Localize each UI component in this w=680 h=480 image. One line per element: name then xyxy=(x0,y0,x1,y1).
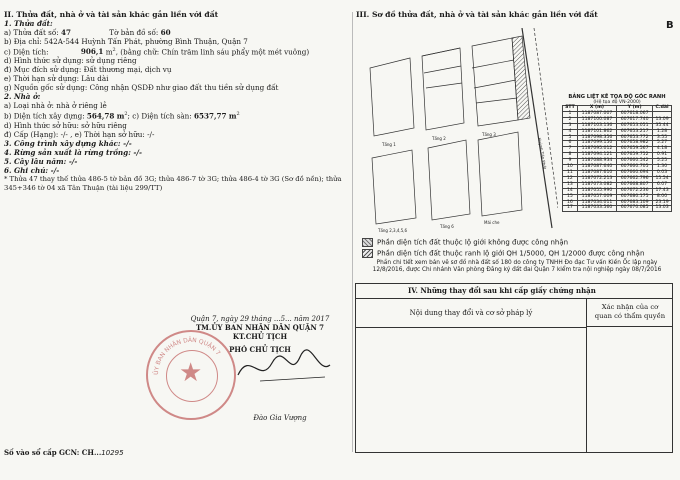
coord-cell: 607653.772 xyxy=(617,135,653,141)
legend-item-1 xyxy=(362,238,672,247)
house-ownership: d) Hình thức sở hữu: sở hữu riêng xyxy=(4,120,127,130)
confirm-line-2: quan có thẩm quyền xyxy=(594,312,666,320)
note-line-1: * Thửa 47 thay thế thửa 486-5 tờ bản đồ 3G; thửa 486-7 tờ 3G; thửa 486-4 tờ 3G (Sơ đồ nền); thửa xyxy=(4,174,342,183)
handwritten-signature xyxy=(230,345,340,390)
coord-cell: 1187088.934 xyxy=(577,159,616,165)
coord-col-header: C.dài xyxy=(653,106,672,112)
coord-cell: 17 xyxy=(563,206,578,212)
usage-purpose: đ) Mục đích sử dụng: Đất thương mại, dịch vụ xyxy=(4,65,172,75)
coord-cell: 13 xyxy=(563,182,578,188)
plan-label-6: Tầng 6 xyxy=(440,224,454,229)
coord-cell: 23.19 xyxy=(653,200,672,206)
changes-table xyxy=(355,283,673,453)
floor-area-value: 6537,77 xyxy=(194,111,227,121)
coord-col-header: X (m) xyxy=(577,106,616,112)
coord-table-grid xyxy=(562,105,672,212)
note-line-2: 345+346 tờ 04 xã Tân Thuận (tài liệu 299/TT) xyxy=(4,183,163,192)
coord-cell: 5 xyxy=(563,135,578,141)
map-sheet-label: Tờ bản đồ số: xyxy=(109,28,159,37)
coord-cell: 1187087.640 xyxy=(577,165,616,171)
coord-cell: 1187103.136 xyxy=(577,123,616,129)
coord-cell: 607658.982 xyxy=(617,141,653,147)
footer-label: Số vào sổ cấp GCN: CH... xyxy=(4,448,102,457)
hatch-swatch-icon xyxy=(362,249,373,258)
coord-cell: 8 xyxy=(563,153,578,159)
section-6: 6. Ghi chú: -/- xyxy=(4,165,60,175)
coord-cell: 7 xyxy=(563,147,578,153)
seal-star-icon: ★ xyxy=(179,358,203,388)
plan-label-1: Tầng 1 xyxy=(382,142,396,147)
coord-cell: 607653.051 xyxy=(617,123,653,129)
sign-organization: TM.ỦY BAN NHÂN DÂN QUẬN 7 xyxy=(195,323,325,332)
coord-title: BẢNG LIỆT KÊ TỌA ĐỘ GÓC RANH xyxy=(568,94,666,100)
coord-cell: 1.30 xyxy=(653,165,672,171)
column-divider xyxy=(352,12,353,452)
floor-area-unit: m xyxy=(228,111,237,121)
coord-cell: 1187094.121 xyxy=(577,153,616,159)
coord-cell: 607659.752 xyxy=(617,153,653,159)
coord-cell: 607680.175 xyxy=(617,194,653,200)
house-heading: 2. Nhà ở: xyxy=(4,92,41,102)
house-type: a) Loại nhà ở: nhà ở riêng lẻ xyxy=(4,101,107,111)
coord-cell: 1187095.012 xyxy=(577,147,616,153)
coord-cell: 0.91 xyxy=(653,153,672,159)
seal-text: ỦY BAN NHÂN DÂN QUẬN 7 xyxy=(152,336,222,376)
confirm-line-1: Xác nhận của cơ xyxy=(601,303,659,311)
coord-cell: 1187055.990 xyxy=(577,188,616,194)
sign-place-date: Quận 7, ngày 29 tháng ...5... năm 2017 xyxy=(190,315,330,323)
plan-grid-lines xyxy=(422,48,462,88)
changes-col-confirm xyxy=(587,299,673,327)
coord-cell: 0.03 xyxy=(653,170,672,176)
coordinate-table xyxy=(562,94,672,212)
coord-cell: 1187034.011 xyxy=(577,200,616,206)
plan-label-8: Mái che xyxy=(484,220,500,225)
road-boundary xyxy=(534,28,558,208)
signer-name: Đào Gia Vượng xyxy=(253,414,307,422)
coord-cell: 1187100.087 xyxy=(577,117,616,123)
area-unit: m xyxy=(105,47,113,57)
coord-cell: 607653.217 xyxy=(617,129,653,135)
coord-cell: 6.07 xyxy=(653,182,672,188)
section-4: 4. Rừng sản xuất là rừng trồng: -/- xyxy=(4,147,142,157)
coord-cell: 15 xyxy=(563,194,578,200)
coord-cell: 12 xyxy=(563,176,578,182)
road-label: Huỳnh Tấn Phát xyxy=(537,137,548,170)
coord-cell: 1 xyxy=(563,111,578,117)
plan-floor-3 xyxy=(472,38,518,126)
coord-col-header: Y (m) xyxy=(617,106,653,112)
changes-title: IV. Những thay đổi sau khi cấp giấy chứng nhận xyxy=(356,284,672,299)
coord-cell: 607618.067 xyxy=(617,111,653,117)
footer-register-number xyxy=(4,448,124,457)
coord-subtitle: (Hệ tọa độ VN-2000) xyxy=(593,100,641,105)
land-plot-diagram xyxy=(362,28,558,238)
coord-cell: 1187098.356 xyxy=(577,135,616,141)
usage-term: e) Thời hạn sử dụng: Lâu dài xyxy=(4,74,109,84)
coord-cell: 3 xyxy=(563,123,578,129)
footer-number: 10295 xyxy=(101,449,124,457)
coord-cell: 8.00 xyxy=(653,194,672,200)
coord-col-header: STT xyxy=(563,106,578,112)
build-area-unit: m xyxy=(116,111,125,121)
coord-cell: 607617.740 xyxy=(617,117,653,123)
coord-cell: 1187057.009 xyxy=(577,194,616,200)
coord-cell: 607660.542 xyxy=(617,159,653,165)
house-area-row: b) Diện tích xây dựng: 564,78 $m^2$; c) Diện tích sàn: 6537,77 $m^2$ xyxy=(4,111,240,121)
plan-floor-1 xyxy=(370,58,414,136)
house-grade: đ) Cấp (Hạng): -/- , e) Thời hạn sở hữu: -/- xyxy=(4,129,155,139)
coord-cell: 607662.796 xyxy=(617,176,653,182)
coord-cell: 6 xyxy=(563,141,578,147)
build-area-value: 564,78 xyxy=(86,111,115,121)
sign-role-2: PHÓ CHỦ TỊCH xyxy=(229,345,291,354)
plan-label-2: Tầng 2 xyxy=(432,136,446,141)
coord-cell: 1187072.213 xyxy=(577,176,616,182)
land-area-row: c) Diện tích: 906,1 $m^2$, (bằng chữ: Chín trăm linh sáu phẩy một mét vuông) xyxy=(4,47,310,57)
coord-cell: 1187099.150 xyxy=(577,141,616,147)
coord-cell: 35.44 xyxy=(653,123,672,129)
coord-cell: 13.03 xyxy=(653,206,672,212)
area-label: c) Diện tích: xyxy=(4,47,49,57)
coord-cell: 1.28 xyxy=(653,129,672,135)
coord-cell: 1187073.082 xyxy=(577,182,616,188)
hatched-area xyxy=(512,36,530,120)
section-iii-title: III. Sơ đồ thửa đất, nhà ở và tài sản khác gắn liền với đất xyxy=(356,10,598,19)
changes-col-content: Nội dung thay đổi và cơ sở pháp lý xyxy=(356,299,587,328)
coord-row xyxy=(563,206,672,212)
coord-cell: 607659.567 xyxy=(617,147,653,153)
coord-cell: 607668.807 xyxy=(617,182,653,188)
survey-note: Phần chi tiết xem bản vẽ sơ đồ nhà đất số 180 do công ty TNHH Đo đạc Tư vấn Kiến Ốc lập ngày 12/8/2016, được Chi nhánh Văn phòng Đăng ký đất đai Quận 7 kiểm tra nội nghiệp ngày 08/7/2016 xyxy=(372,260,662,273)
coord-cell: 2 xyxy=(563,117,578,123)
area-value: 906,1 xyxy=(80,47,104,57)
area-words: , (bằng chữ: Chín trăm linh sáu phẩy một mét vuông) xyxy=(115,47,310,57)
coord-cell: 15.54 xyxy=(653,176,672,182)
coord-cell: 607670.085 xyxy=(617,206,653,212)
usage-origin: g) Nguồn gốc sử dụng: Công nhận QSDĐ như giao đất thu tiền sử dụng đất xyxy=(4,83,279,93)
sign-role-1: KT.CHỦ TỊCH xyxy=(232,332,288,341)
changes-column-line xyxy=(586,327,587,453)
floor-area-label: ; c) Diện tích sàn: xyxy=(127,111,192,121)
coord-cell: 607683.109 xyxy=(617,200,653,206)
map-sheet-number: 60 xyxy=(160,28,171,37)
coord-cell: 607660.705 xyxy=(617,165,653,171)
plan-floor-5 xyxy=(428,140,470,220)
coord-cell: 4 xyxy=(563,129,578,135)
plan-floor-4 xyxy=(372,150,416,224)
legend-text-1: Phần diện tích đất thuộc lộ giới không được công nhận xyxy=(377,238,569,247)
coord-cell: 14 xyxy=(563,188,578,194)
coord-cell: 1187101.862 xyxy=(577,129,616,135)
coord-cell: 10 xyxy=(563,165,578,171)
land-heading: 1. Thửa đất: xyxy=(4,19,53,28)
coord-cell: 5.27 xyxy=(653,141,672,147)
parcel-label: a) Thửa đất số: xyxy=(4,28,59,37)
usage-form: d) Hình thức sử dụng: sử dụng riêng xyxy=(4,56,137,66)
coord-cell: 3.55 xyxy=(653,135,672,141)
coord-cell: 13.09 xyxy=(653,117,672,123)
coord-cell: 607672.236 xyxy=(617,188,653,194)
plan-grid-lines-2 xyxy=(472,60,517,103)
coord-table-body xyxy=(563,111,672,211)
coord-cell: 1187033.560 xyxy=(577,206,616,212)
coord-cell: 5.25 xyxy=(653,159,672,165)
land-address: b) Địa chỉ: 542A-544 Huỳnh Tấn Phát, phường Bình Thuận, Quận 7 xyxy=(4,37,248,46)
plan-floor-6 xyxy=(478,132,522,216)
plan-floor-2 xyxy=(422,48,464,130)
plan-label-7: Tầng 2,3,4,5,6 xyxy=(378,228,408,233)
coord-cell: 11 xyxy=(563,170,578,176)
section-5: 5. Cây lâu năm: -/- xyxy=(4,156,78,166)
coord-cell: 607660.694 xyxy=(617,170,653,176)
coord-cell: 9 xyxy=(563,159,578,165)
coord-cell: 1187087.610 xyxy=(577,170,616,176)
coord-cell: 16 xyxy=(563,200,578,206)
side-letter: B xyxy=(666,20,674,31)
parcel-number: 47 xyxy=(60,28,71,37)
legend-item-2 xyxy=(362,249,672,258)
land-parcel-row xyxy=(4,28,352,37)
legend-text-2: Phần diện tích đất thuộc ranh lộ giới QH 1/5000, QH 1/2000 được công nhận xyxy=(377,249,645,258)
build-area-label: b) Diện tích xây dựng: xyxy=(4,111,85,121)
plan-label-3: Tầng 3 xyxy=(482,132,496,137)
coord-cell: 1187087.007 xyxy=(577,111,616,117)
section-ii-title: II. Thửa đất, nhà ở và tài sản khác gắn liền với đất xyxy=(4,10,219,19)
coord-cell: 4.18 xyxy=(653,147,672,153)
section-3: 3. Công trình xây dựng khác: -/- xyxy=(4,138,132,148)
legend xyxy=(362,238,672,274)
hatch-swatch-icon xyxy=(362,238,373,247)
coord-cell: 17.43 xyxy=(653,188,672,194)
